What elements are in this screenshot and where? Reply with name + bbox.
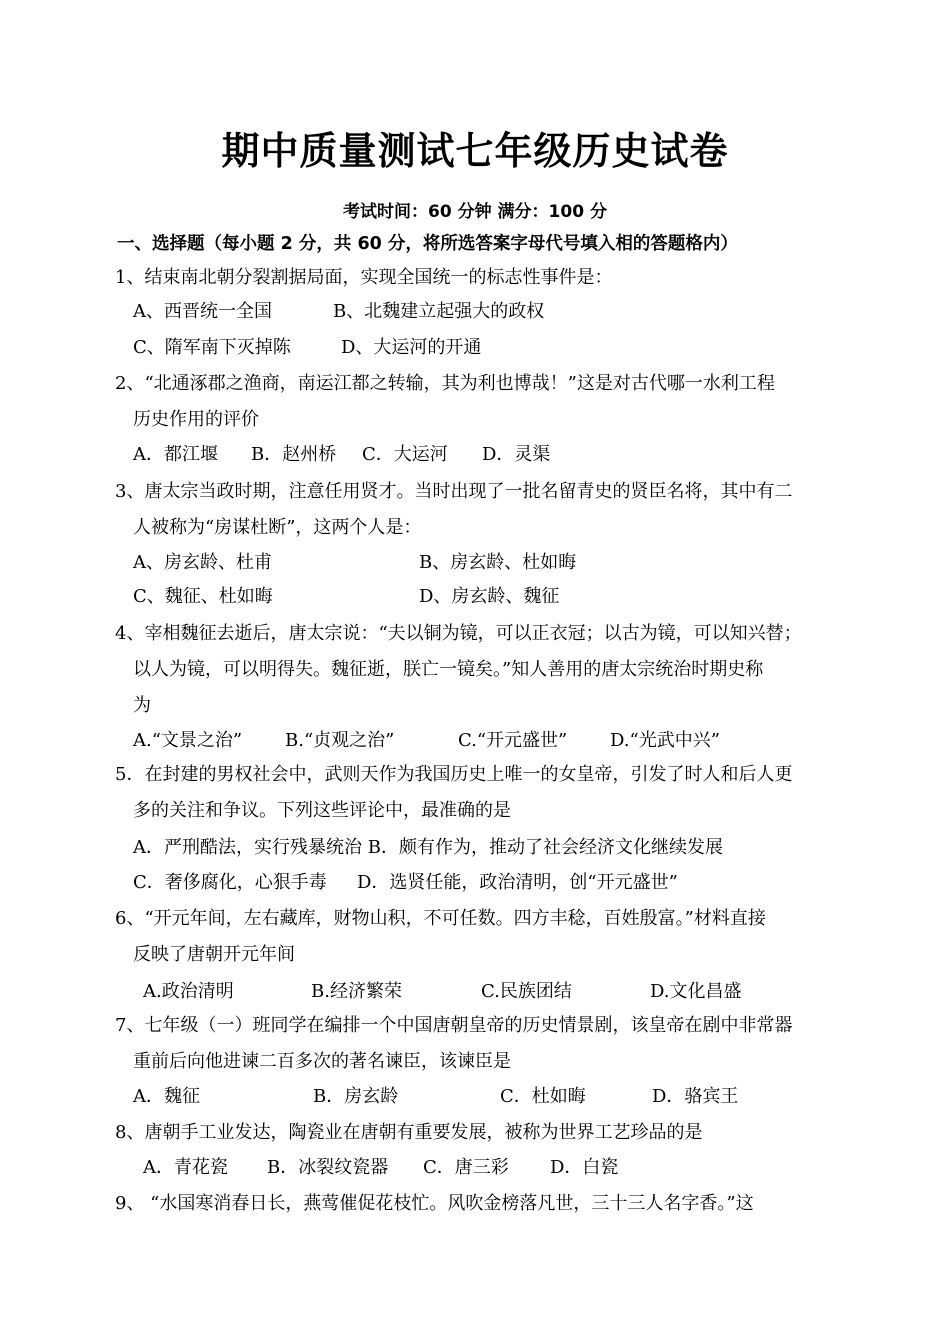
q1-option-d: D、大运河的开通 [341,337,482,358]
q7-option-b: B．房玄龄 [313,1086,399,1107]
question-7-stem-cont: 重前后向他进谏二百多次的著名谏臣，该谏臣是 [133,1051,511,1072]
q8-option-b: B．冰裂纹瓷器 [267,1157,389,1178]
question-2-stem: 2、“北通涿郡之渔商，南运江都之转输，其为利也博哉！”这是对古代哪一水利工程 [115,373,775,394]
exam-info: 考试时间：60 分钟 满分：100 分 [343,202,607,222]
q2-option-b: B．赵州桥 [251,444,337,465]
question-3-stem-cont: 人被称为“房谋杜断”，这两个人是： [133,517,422,538]
question-7-stem: 7、七年级（一）班同学在编排一个中国唐朝皇帝的历史情景剧，该皇帝在剧中非常器 [115,1015,793,1036]
q4-option-a: A.“文景之治” [133,730,243,751]
q6-option-d: D.文化昌盛 [650,981,742,1002]
question-5-stem-cont: 多的关注和争议。下列这些评论中，最准确的是 [133,800,511,821]
q2-option-d: D．灵渠 [482,444,551,465]
q3-option-c: C、魏征、杜如晦 [133,586,273,607]
q6-option-b: B.经济繁荣 [311,981,402,1002]
q7-option-c: C．杜如晦 [500,1086,586,1107]
q4-option-b: B.“贞观之治” [285,730,395,751]
q1-option-c: C、隋军南下灭掉陈 [133,337,291,358]
q2-option-a: A．都江堰 [133,444,218,465]
question-6-stem-cont: 反映了唐朝开元年间 [133,944,295,965]
q4-option-c: C.“开元盛世” [458,730,568,751]
question-4-stem-cont-2: 为 [133,695,151,716]
question-4-stem-cont-1: 以人为镜，可以明得失。魏征逝，朕亡一镜矣。”知人善用的唐太宗统治时期史称 [133,659,764,680]
question-5-stem: 5．在封建的男权社会中，武则天作为我国历史上唯一的女皇帝，引发了时人和后人更 [115,764,793,785]
q3-option-b: B、房玄龄、杜如晦 [419,552,577,573]
q6-option-c: C.民族团结 [481,981,572,1002]
q4-option-d: D.“光武中兴” [610,730,720,751]
q8-option-c: C．唐三彩 [423,1157,509,1178]
q3-option-d: D、房玄龄、魏征 [419,586,560,607]
q6-option-a: A.政治清明 [143,981,234,1002]
q5-option-d: D．选贤任能，政治清明，创“开元盛世” [357,872,678,893]
question-6-stem: 6、“开元年间，左右藏库，财物山积，不可任数。四方丰稔，百姓殷富。”材料直接 [115,908,766,929]
q2-option-c: C．大运河 [362,444,448,465]
q1-option-a: A、西晋统一全国 [133,301,272,322]
question-3-stem: 3、唐太宗当政时期，注意任用贤才。当时出现了一批名留青史的贤臣名将，其中有二 [115,481,793,502]
question-1-stem: 1、结束南北朝分裂割据局面，实现全国统一的标志性事件是： [115,267,613,288]
q7-option-a: A．魏征 [133,1086,200,1107]
section-heading: 一、选择题（每小题 2 分，共 60 分，将所选答案字母代号填入相的答题格内） [117,234,738,254]
q8-option-a: A．青花瓷 [143,1157,228,1178]
q8-option-d: D．白瓷 [550,1157,619,1178]
q5-option-c: C．奢侈腐化，心狠手毒 [133,872,327,893]
question-4-stem: 4、宰相魏征去逝后，唐太宗说：“夫以铜为镜，可以正衣冠；以古为镜，可以知兴替； [115,623,802,644]
question-2-stem-cont: 历史作用的评价 [133,409,259,430]
page-title: 期中质量测试七年级历史试卷 [221,129,729,173]
question-9-stem: 9、 “水国寒消春日长，燕莺催促花枝忙。风吹金榜落凡世，三十三人名字香。”这 [115,1193,754,1214]
q3-option-a: A、房玄龄、杜甫 [133,552,272,573]
q5-option-a-b: A．严刑酷法，实行残暴统治 B．颇有作为，推动了社会经济文化继续发展 [133,837,723,858]
question-8-stem: 8、唐朝手工业发达，陶瓷业在唐朝有重要发展，被称为世界工艺珍品的是 [115,1122,703,1143]
q7-option-d: D．骆宾王 [652,1086,739,1107]
q1-option-b: B、北魏建立起强大的政权 [333,301,545,322]
